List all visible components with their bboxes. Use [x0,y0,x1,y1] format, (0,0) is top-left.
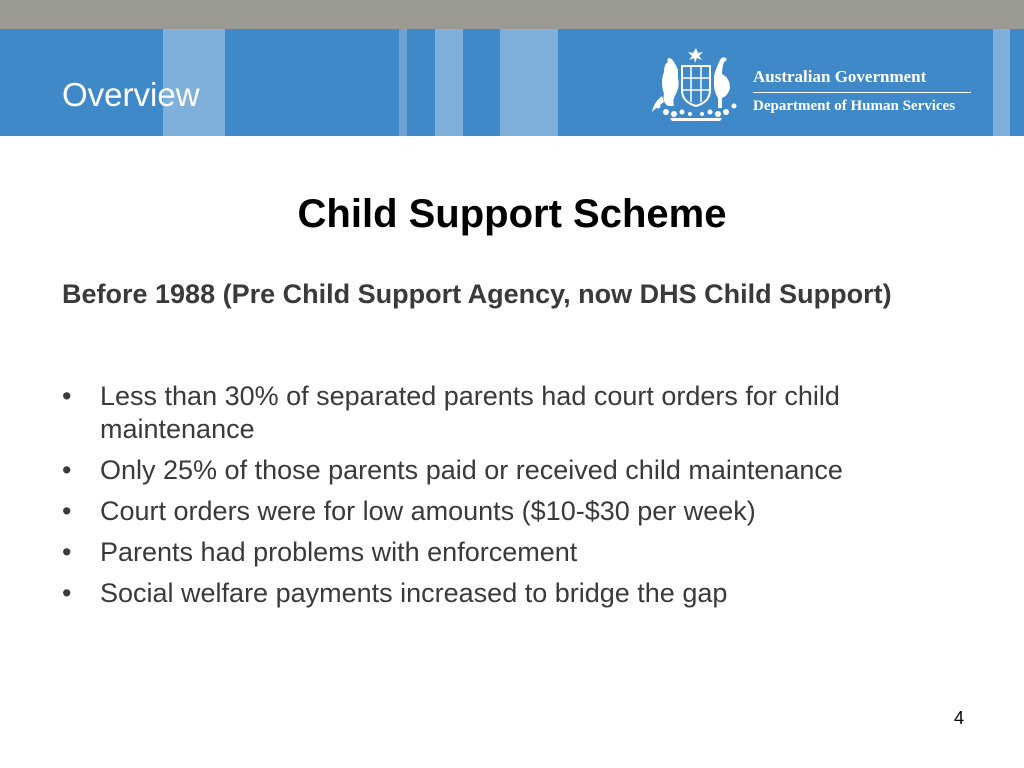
bullet-glyph: • [62,496,72,526]
banner-stripe [993,29,1010,136]
bullet-text: Court orders were for low amounts ($10-$30 per week) [100,496,756,526]
bullet-text: Less than 30% of separated parents had court orders for child maintenance [100,381,840,444]
banner-stripe [399,29,407,136]
bullet-text: Only 25% of those parents paid or received child maintenance [100,455,843,485]
bullet-text: Parents had problems with enforcement [100,537,578,567]
bullet-glyph: • [62,578,72,608]
logo-text-department: Department of Human Services [753,98,956,114]
bullet-glyph: • [62,381,72,411]
slide-subheading: Before 1988 (Pre Child Support Agency, now DHS Child Support) [62,279,892,309]
bullet-item [62,577,982,610]
page-number: 4 [953,708,964,728]
bullet-item [62,454,982,487]
bullet-list [62,380,982,618]
bullet-item [62,495,982,528]
bullet-item [62,380,982,446]
section-title: Overview [62,76,200,113]
bullet-text: Social welfare payments increased to bridge the gap [100,578,728,608]
logo-text-government: Australian Government [753,67,927,86]
slide-title: Child Support Scheme [297,192,727,236]
top-strip [0,0,1024,29]
bullet-glyph: • [62,455,72,485]
government-logo [648,46,978,122]
bullet-glyph: • [62,537,72,567]
logo-divider [753,92,971,93]
banner-stripe [435,29,463,136]
coat-of-arms-icon [648,46,744,122]
bullet-item [62,536,982,569]
banner-stripe [500,29,558,136]
